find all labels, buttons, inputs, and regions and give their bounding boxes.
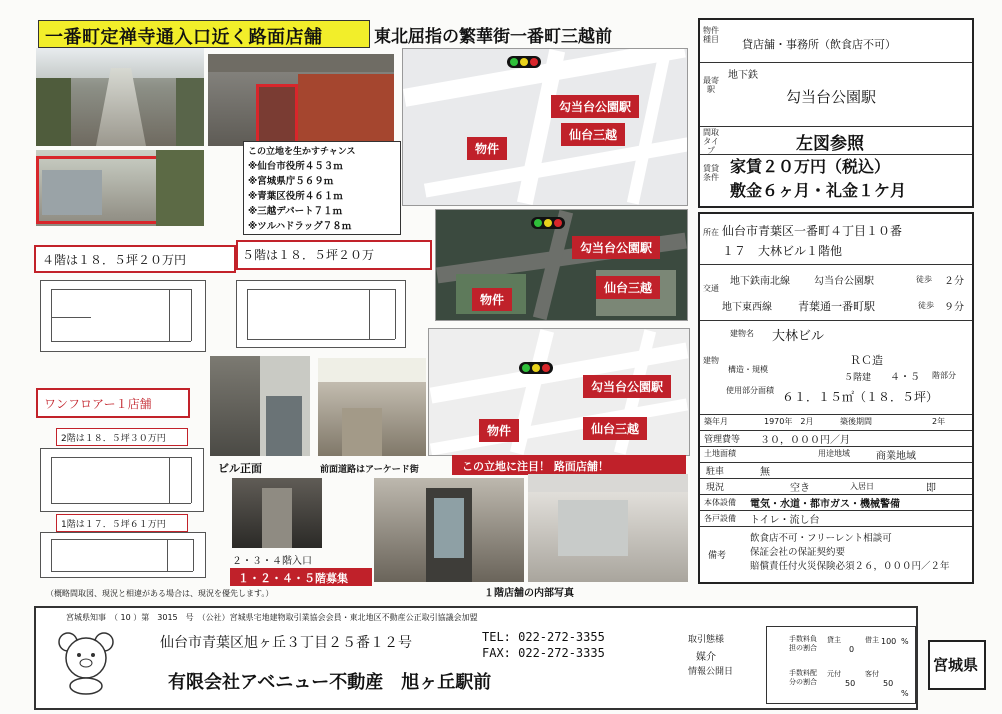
street-photo-arcade [36,48,204,146]
area-value: ６１．１５㎡（１８．５坪） [782,390,939,404]
floor1-label [56,514,188,532]
floors-label: ５階建 [844,373,872,383]
map-area-top [402,48,688,206]
highlight-text: この立地に注目！ 路面店舗！ [462,460,609,473]
title-right-text: 東北屈指の繁華街一番町三越前 [374,27,612,47]
one-floor-text: ワンフロアー１店舗 [44,397,152,411]
floors-suffix: 階部分 [932,371,956,380]
chance-item: ※三越デパート７１ｍ [248,206,343,217]
zoning-label: 用途地域 [818,449,850,458]
floorplan-5f [236,280,406,348]
building-photo [208,54,394,146]
bld-label: 建物 [703,356,719,365]
chance-item: ※ツルハドラッグ７８ｍ [248,221,352,232]
facility-label: 本体設備 [704,498,736,507]
movein-label: 入居日 [850,482,874,491]
company-address: 仙台市青葉区旭ヶ丘３丁目２５番１２号 [160,635,412,651]
fee-lender: 貸主 [827,636,841,644]
property-summary-panel [698,18,974,208]
traffic2-line: 地下東西線 [722,302,772,313]
remarks-line2: 保証会社の保証契約要 [750,547,846,558]
traffic2-walk: ９分 [944,302,964,313]
map-tag-mitsukoshi: 仙台三越 [583,417,647,440]
remarks-line3: 賠償責任付火災保険必須２６，０００円／２年 [750,561,950,572]
company-footer [34,606,918,710]
floor5-label [236,240,432,270]
floor4-label [34,245,236,273]
parking-value: 無 [760,467,770,478]
company-name: 有限会社アベニュー不動産 旭ヶ丘駅前 [168,672,492,693]
deposit-value: 敷金６ヶ月・礼金１ケ月 [730,181,907,200]
struct-value: ＲＣ造 [850,354,883,367]
map-tag-property: 物件 [472,288,512,311]
built-label: 築年月 [704,417,728,426]
traffic1-line: 地下鉄南北線 [730,276,790,287]
recruiting-text: １・２・４・５階募集 [238,572,348,585]
fee-source: 元付 [827,670,841,678]
chance-heading: この立地を生かすチャンス [248,147,356,157]
photo-entrance-hall [232,478,322,548]
fee-borrower: 借主 [865,636,879,644]
traffic-signal-icon [531,217,565,229]
struct-label: 構造・規模 [728,365,768,374]
movein-value: 即 [926,483,936,494]
map-satellite [435,209,688,321]
map-tag-mitsukoshi: 仙台三越 [561,123,625,146]
status-value: 空き [790,483,810,494]
fee-guest-value: 50 [883,679,894,688]
address-line1: 仙台市青葉区一番町４丁目１０番 [722,224,903,238]
floorplan-1f [40,532,206,578]
photo-interior-2 [528,474,688,582]
chance-item: ※仙台市役所４５３ｍ [248,161,343,172]
traffic2-walk-label: 徒歩 [918,301,934,310]
area-label: 使用部分面積 [726,386,774,395]
floor1-text: 1階は１７．５坪６１万円 [61,520,166,530]
deal-label: 取引態様 [688,635,725,645]
layout-label: 間取タイプ [703,128,719,155]
remarks-label: 備考 [708,551,727,561]
highlight-banner [452,455,686,475]
photo-building-front [210,356,310,456]
rent-value: 家賃２０万円（税込） [730,157,891,176]
room-label: 各戸設備 [704,514,736,523]
chance-item: ※宮城県庁５６９ｍ [248,176,334,187]
header-title-left [38,20,370,48]
property-detail-panel [698,212,974,584]
photo-arcade-street [318,358,426,456]
location-chance-box [243,141,401,235]
station-label: 最寄駅 [703,76,719,94]
prefecture-badge [928,640,986,690]
traffic-signal-icon [519,362,553,374]
caption-building-front: ビル正面 [218,462,262,475]
caption-interior: １階店舗の内部写真 [484,588,574,599]
mgmt-label: 管理費等 [704,435,741,445]
fee-guest: 客付 [865,670,879,678]
map-tag-property: 物件 [479,419,519,442]
bear-mascot-icon [54,630,118,696]
built-value: 1970年 2月 [764,417,814,426]
map-tag-mitsukoshi: 仙台三越 [596,276,660,299]
caption-arcade: 前面道路はアーケード街 [320,465,419,475]
street-photo-storefront [36,150,204,226]
one-floor-label [36,388,190,418]
map-tag-station: 勾当台公園駅 [551,95,639,118]
traffic1-walk: ２分 [944,276,964,287]
layout-value: 左図参照 [796,134,864,154]
station-line: 地下鉄 [728,70,758,81]
map-tag-station: 勾当台公園駅 [583,375,671,398]
period-label: 築後期間 [840,417,872,426]
traffic-label: 交通 [703,284,719,293]
chance-item: ※青葉区役所４６１ｍ [248,191,343,202]
type-label: 物件種目 [703,26,719,44]
fee-table [766,626,916,704]
photo-interior-1 [374,478,524,582]
period-value: 2年 [932,417,946,426]
traffic2-station: 青葉通一番町駅 [798,300,875,313]
company-fax: FAX: 022-272-3335 [482,646,605,660]
fee-borrower-value: 100 [881,637,897,646]
fee-label-2: 手数料配分の割合 [789,669,817,686]
rent-label: 賃貸条件 [703,164,719,182]
parking-label: 駐車 [706,467,725,477]
remarks-line1: 飲食店不可・フリーレント相談可 [750,533,892,544]
address-label: 所在 [703,228,719,237]
floorplan-2f [40,448,204,512]
zoning-value: 商業地域 [876,451,916,462]
bld-name-label: 建物名 [730,329,754,338]
floor2-text: 2階は１８．５坪３０万円 [61,434,166,444]
fee-lender-value: 0 [849,645,855,654]
traffic1-station: 勾当台公園駅 [814,276,874,287]
map-area-detail [428,328,690,456]
status-label: 現況 [706,483,725,493]
land-label: 土地面積 [704,449,736,458]
property-type: 貸店舗・事務所（飲食店不可） [742,38,896,51]
recruiting-banner [230,568,372,586]
fee-label-1: 手数料負担の割合 [789,635,817,652]
bld-name: 大林ビル [772,329,825,344]
room-value: トイレ・流し台 [750,515,820,526]
caption-entrance: ２・３・４階入口 [232,556,312,567]
floors-value: ４・５ [890,372,920,383]
station-name: 勾当台公園駅 [786,88,877,106]
map-tag-property: 物件 [467,137,507,160]
fee-pct-1: % [901,637,909,646]
address-line2: １７ 大林ビル１階他 [722,244,843,258]
floor2-label [56,428,188,446]
prefecture-text: 宮城県 [933,656,979,674]
map-tag-station: 勾当台公園駅 [572,236,660,259]
traffic1-walk-label: 徒歩 [916,275,932,284]
deal-value: 媒介 [696,652,716,663]
traffic-signal-icon [507,56,541,68]
publish-label: 情報公開日 [688,667,734,677]
facility-value: 電気・水道・都市ガス・機械警備 [750,499,900,510]
fee-source-value: 50 [845,679,856,688]
header-title-right [372,20,682,46]
floorplan-note: （概略間取図、現況と相違がある場合は、現況を優先します。） [46,589,274,598]
mgmt-value: ３０，０００円／月 [760,435,850,446]
company-tel: TEL: 022-272-3355 [482,630,605,644]
floorplan-4f [40,280,206,352]
license-text: 宮城県知事 （ 10 ）第 3015 号 （公社）宮城県宅地建物取引業協会会員・東北地区不動産公正取引協議会加盟 [66,613,478,622]
title-left-text: 一番町定禅寺通入口近く路面店舗 [45,27,323,48]
floor5-text: ５階は１８．５坪２０万 [242,248,375,262]
floor4-text: ４階は１８．５坪２０万円 [42,253,187,267]
fee-pct-2: % [901,689,909,698]
